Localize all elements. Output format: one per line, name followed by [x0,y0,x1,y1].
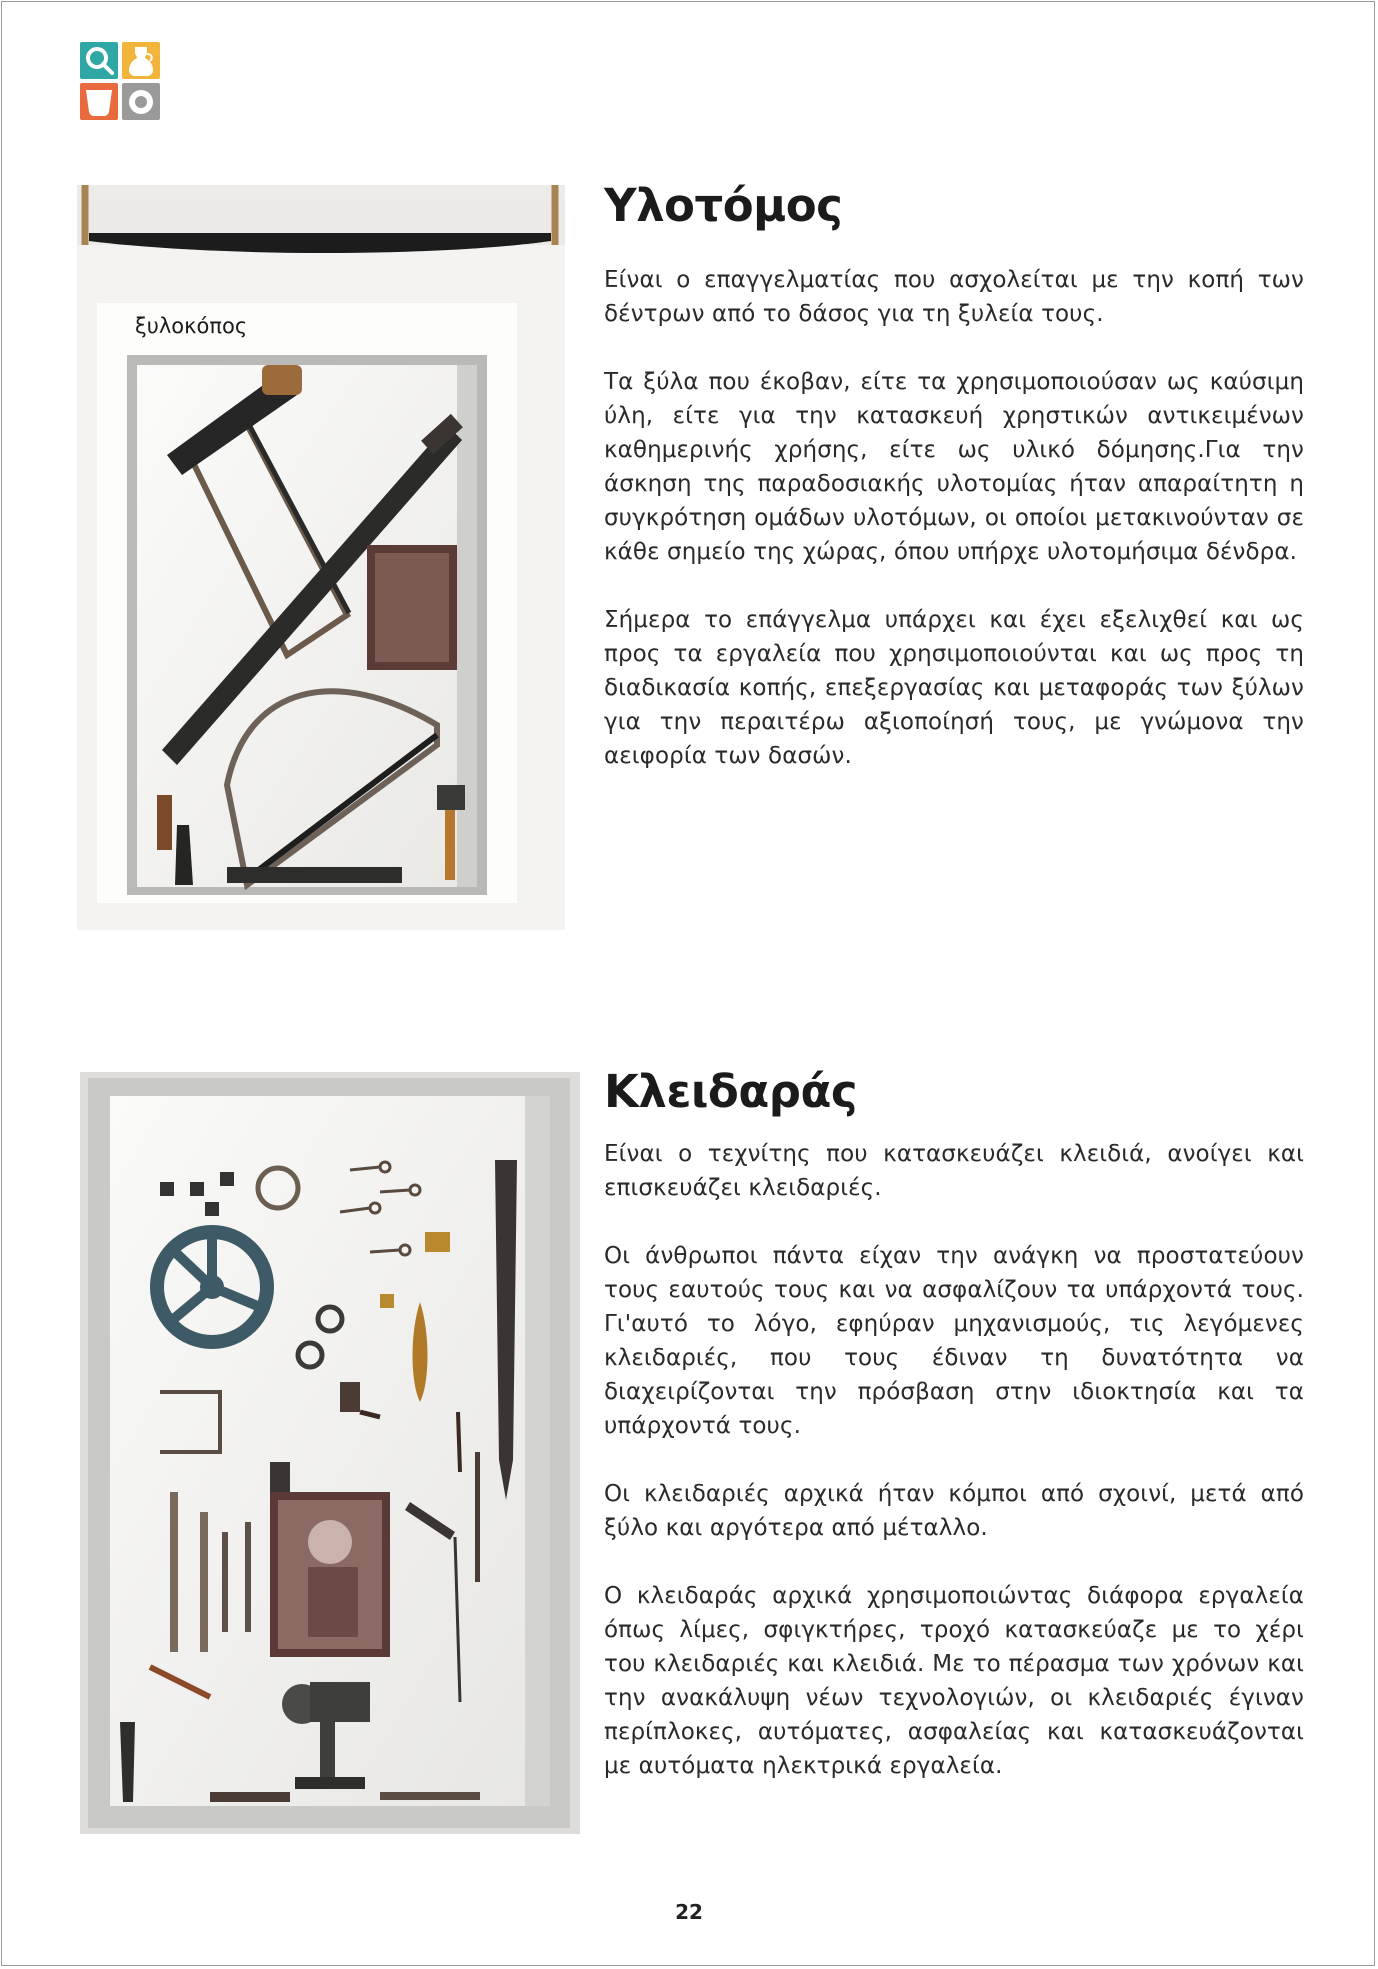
article-title-lumberjack: Υλοτόμος [604,179,843,232]
article-body-locksmith [604,1137,1304,1817]
logo [80,42,160,120]
photo-label: ξυλοκόπος [135,314,248,338]
lumberjack-showcase-graphic [77,185,565,930]
paragraph: Τα ξύλα που έκοβαν, είτε τα χρησιμοποιούσαν ως καύσιμη ύλη, είτε για την κατασκευή χρηστικών αντικειμένων καθημερινής χρήσης, είτε ως υλικό δόμησης.Για την άσκηση της παραδοσιακής υλοτομίας ήταν απαραίτητη η συγκρότηση ομάδων υλοτόμων, οι οποίοι μετακινούνταν σε κάθε σημείο της χώρας, όπου υπήρχε υλοτομήσιμα δένδρα. [604,369,1304,565]
paragraph: Σήμερα το επάγγελμα υπάρχει και έχει εξελιχθεί και ως προς τα εργαλεία που χρησιμοποιούνται και ως προς τη διαδικασία κοπής, επεξεργασίας και μεταφοράς των ξύλων για την περαιτέρω αξιοποίησή τους, με γνώμονα την αειφορία των δασών. [604,607,1304,769]
article-body-lumberjack [604,263,1304,807]
locksmith-showcase-photo [80,1072,580,1834]
paragraph: Οι κλειδαριές αρχικά ήταν κόμποι από σχοινί, μετά από ξύλο και αργότερα από μέταλλο. [604,1481,1304,1541]
paragraph: Οι άνθρωποι πάντα είχαν την ανάγκη να προστατεύουν τους εαυτούς τους και να ασφαλίζουν τα υπάρχοντά τους. Γι'αυτό το λόγο, εφηύραν μηχανισμούς, τις λεγόμενες κλειδαριές, που τους έδιναν τη δυνατότητα να διαχειρίζονται την πρόσβαση στην ιδιοκτησία και τα υπάρχοντά τους. [604,1243,1304,1439]
lumberjack-showcase-photo [77,185,565,930]
article-title-locksmith: Κλειδαράς [604,1065,858,1118]
pot-icon [86,90,112,116]
paragraph: Είναι ο τεχνίτης που κατασκευάζει κλειδιά, ανοίγει και επισκευάζει κλειδαριές. [604,1141,1304,1201]
logo-graphic [80,42,160,120]
paragraph: Ο κλειδαράς αρχικά χρησιμοποιώντας διάφορα εργαλεία όπως λίμες, σφιγκτήρες, τροχό κατασκεύαζε με το χέρι του κλειδαριές και κλειδιά. Με το πέρασμα των χρόνων και την ανακάλυψη νέων τεχνολογιών, οι κλειδαριές έγιναν περίπλοκες, αυτόματες, ασφαλείας και κατασκευάζονται με αυτόματα ηλεκτρικά εργαλεία. [604,1583,1304,1779]
paragraph: Είναι ο επαγγελματίας που ασχολείται με την κοπή των δέντρων από το δάσος για τη ξυλεία τους. [604,267,1304,327]
page-number: 22 [675,1900,703,1924]
circle-icon [129,90,153,114]
locksmith-showcase-graphic [80,1072,580,1834]
